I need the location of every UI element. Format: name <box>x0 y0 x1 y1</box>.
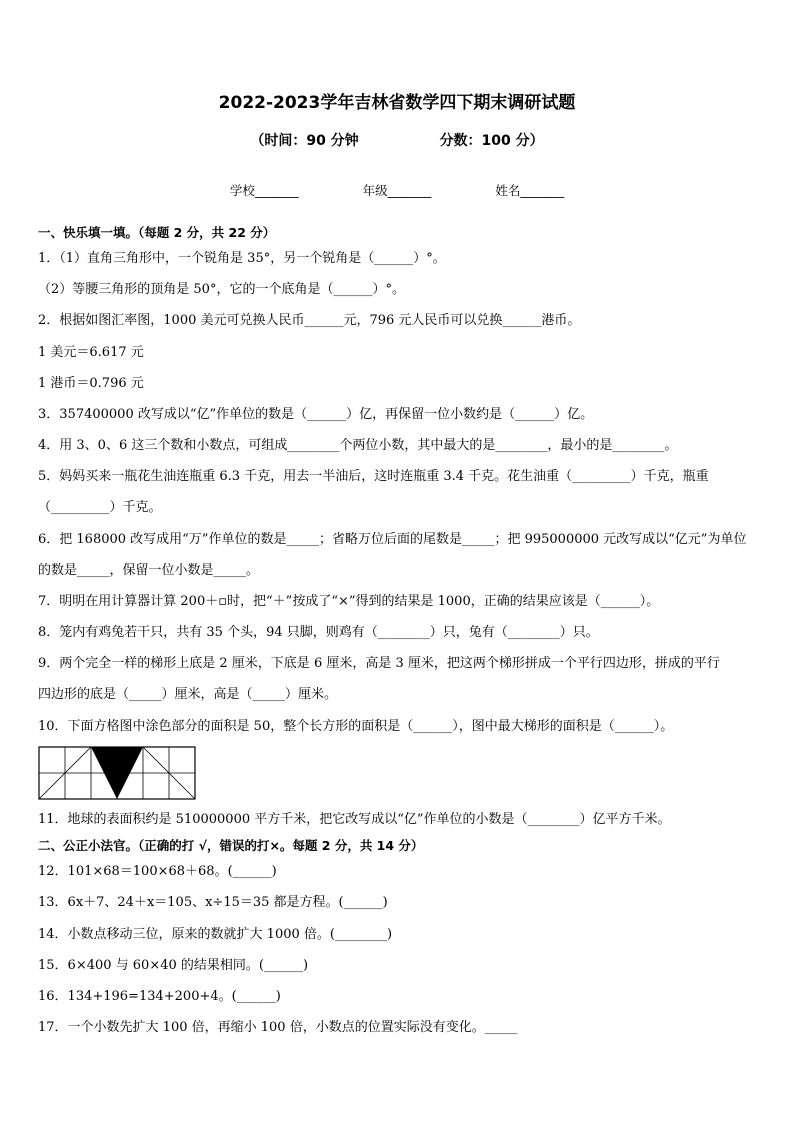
exchange-rate-usd: 1 美元＝6.617 元 <box>38 345 144 360</box>
question-9: 9．两个完全一样的梯形上底是 2 厘米，下底是 6 厘米，高是 3 厘米，把这两个梯形拼成一个平行四边形，拼成的平行 <box>38 656 720 671</box>
question-17: 17．一个小数先扩大 100 倍，再缩小 100 倍，小数点的位置实际没有变化。_____ <box>38 1020 518 1035</box>
question-13: 13．6x＋7、24＋x＝105、x÷15＝35 都是方程。(______) <box>38 895 388 910</box>
section-heading-fill: 一、快乐填一填。（每题 2 分，共 22 分） <box>38 225 276 240</box>
school-field[interactable]: 学校_______ <box>229 183 299 198</box>
question-5: 5．妈妈买来一瓶花生油连瓶重 6.3 千克，用去一半油后，这时连瓶重 3.4 千克。花生油重（_________）千克，瓶重 <box>38 469 709 484</box>
grade-field[interactable]: 年级_______ <box>362 183 432 198</box>
question-16: 16．134+196=134+200+4。(______) <box>38 989 281 1004</box>
question-15: 15．6×400 与 60×40 的结果相同。(______) <box>38 958 309 973</box>
time-info: （时间：90 分钟 <box>250 133 359 149</box>
question-8: 8．笼内有鸡兔若干只，共有 35 个头，94 只脚，则鸡有（________）只，兔有（________）只。 <box>38 625 599 640</box>
question-10: 10．下面方格图中涂色部分的面积是 50，整个长方形的面积是（______），图中最大梯形的面积是（______）。 <box>38 719 674 734</box>
question-5-cont: （_________）千克。 <box>38 500 162 515</box>
question-6-cont: 的数是_____，保留一位小数是_____。 <box>38 563 260 578</box>
grid-figure <box>38 746 196 800</box>
question-12: 12．101×68＝100×68＋68。(______) <box>38 864 277 879</box>
question-14: 14．小数点移动三位，原来的数就扩大 1000 倍。(________) <box>38 927 393 942</box>
question-4: 4．用 3、0、6 这三个数和小数点，可组成________个两位小数，其中最大的是________，最小的是________。 <box>38 438 678 453</box>
question-2: 2．根据如图汇率图，1000 美元可兑换人民币______元，796 元人民币可以兑换______港币。 <box>38 313 581 328</box>
question-9-cont: 四边形的底是（_____）厘米，高是（_____）厘米。 <box>38 687 338 702</box>
question-7: 7．明明在用计算器计算 200＋▫时，把“＋”按成了“×”得到的结果是 1000，正确的结果应该是（______）。 <box>38 594 660 609</box>
exam-title: 2022-2023学年吉林省数学四下期末调研试题 <box>218 93 576 113</box>
question-11: 11．地球的表面积约是 510000000 平方千米，把它改写成以“亿”作单位的小数是（________）亿平方千米。 <box>38 812 671 827</box>
name-field[interactable]: 姓名_______ <box>495 183 565 198</box>
question-1b: （2）等腰三角形的顶角是 50°，它的一个底角是（______）°。 <box>38 282 405 297</box>
section-heading-judge: 二、公正小法官。（正确的打 √，错误的打×。每题 2 分，共 14 分） <box>38 838 424 853</box>
student-info-row <box>0 181 794 199</box>
score-info: 分数：100 分） <box>439 133 544 149</box>
time-score-row <box>0 130 794 150</box>
question-3: 3．357400000 改写成以“亿”作单位的数是（______）亿，再保留一位小数约是（______）亿。 <box>38 407 594 422</box>
question-6: 6．把 168000 改写成用“万”作单位的数是_____；省略万位后面的尾数是_____；把 995000000 元改写成以“亿元”为单位 <box>38 532 747 547</box>
exchange-rate-hkd: 1 港币＝0.796 元 <box>38 376 144 391</box>
question-1a: 1．（1）直角三角形中，一个锐角是 35°，另一个锐角是（______）°。 <box>38 251 446 266</box>
